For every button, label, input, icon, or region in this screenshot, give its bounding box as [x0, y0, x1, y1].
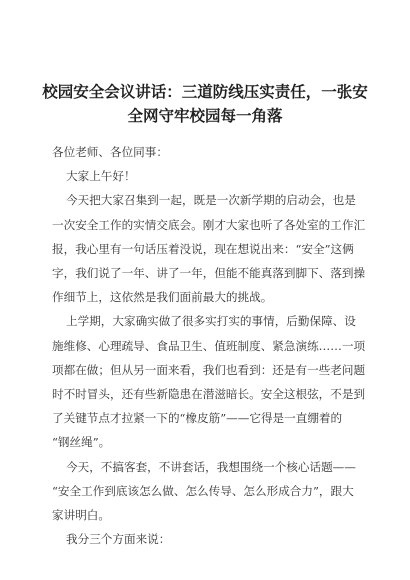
- greeting-line: 各位老师、各位同事：: [52, 145, 168, 159]
- paragraph-line: 施维修、心理疏导、食品卫生、值班制度、紧急演练……一项: [52, 338, 366, 353]
- paragraph-line: 了关键节点才拉紧一下的“橡皮筋”——它得是一直绷着的: [52, 411, 343, 426]
- document-title: [36, 80, 374, 128]
- greeting: [52, 140, 358, 164]
- title-line: 全网守牢校园每一角落: [127, 106, 283, 125]
- paragraph-opening: [52, 188, 366, 309]
- speech-body: [52, 140, 366, 551]
- paragraph-line: 项都在做；但从另一面来看，我们也看到：还是有一些老问题: [52, 362, 366, 377]
- paragraph-line: 今天把大家召集到一起，既是一次新学期的启动会，也是: [66, 193, 356, 208]
- title-line: 校园安全会议讲话：三道防线压实责任，一张安: [42, 82, 368, 101]
- paragraph-outline: [52, 527, 358, 551]
- paragraph-core-topic: [52, 455, 358, 528]
- paragraph-line: 上学期，大家确实做了很多实打实的事情，后勤保障、设: [66, 314, 356, 329]
- paragraph-line: 家讲明白。: [52, 508, 110, 523]
- paragraph-line: “安全工作到底该怎么做、怎么传导、怎么形成合力”，跟大: [52, 483, 354, 498]
- paragraph-line: 作细节上，这依然是我们面前最大的挑战。: [52, 290, 273, 305]
- salutation-line: 大家上午好！: [66, 169, 136, 184]
- paragraph-line: 我分三个方面来说：: [66, 532, 171, 547]
- salutation: [52, 164, 358, 188]
- paragraph-line: 字，我们说了一年、讲了一年，但能不能真落到脚下、落到操: [52, 266, 366, 281]
- paragraph-line: 今天，不搞客套，不讲套话，我想围绕一个核心话题——: [66, 459, 356, 474]
- paragraph-line: 时不时冒头，还有些新隐患在潜滋暗长。安全这根弦，不是到: [52, 387, 366, 402]
- paragraph-line: “钢丝绳”。: [52, 435, 111, 450]
- paragraph-line: 一次安全工作的实情交底会。刚才大家也听了各处室的工作汇: [52, 217, 366, 232]
- paragraph-last-term: [52, 309, 366, 454]
- paragraph-line: 报，我心里有一句话压着没说，现在想说出来：“安全”这俩: [52, 241, 354, 256]
